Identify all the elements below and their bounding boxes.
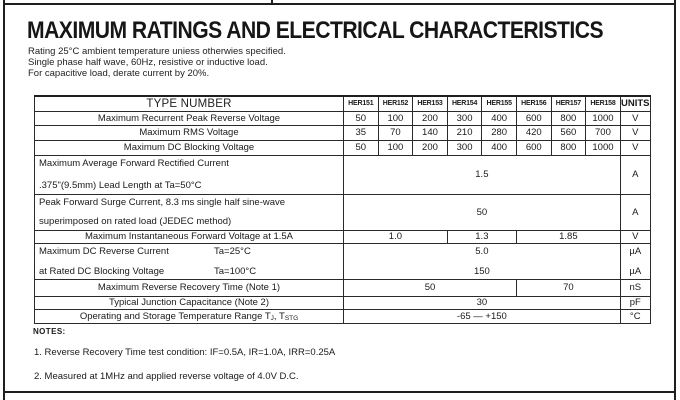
cell-value: 35 xyxy=(344,125,379,140)
row-label xyxy=(35,309,344,323)
cell-value: 140 xyxy=(413,125,448,140)
row-label xyxy=(35,194,344,230)
cell-value: 1.0 xyxy=(344,230,448,243)
subscript-stg: STG xyxy=(284,314,299,322)
top-section-divider xyxy=(3,3,676,5)
row-label-lines xyxy=(35,195,343,230)
cell-value-lines xyxy=(344,244,620,279)
cell-value: 300 xyxy=(447,140,482,155)
table-row xyxy=(35,155,651,194)
cell-unit: V xyxy=(620,111,650,125)
cell-value: 400 xyxy=(482,140,517,155)
cell-unit: V xyxy=(620,230,650,243)
cell-value: 560 xyxy=(551,125,586,140)
part-header: HER156 xyxy=(516,96,551,111)
cell-value: 70 xyxy=(378,125,413,140)
page-title: MAXIMUM RATINGS AND ELECTRICAL CHARACTERISTICS xyxy=(27,17,604,44)
row-label xyxy=(35,243,344,279)
cell-value: 200 xyxy=(413,140,448,155)
cell-value: 100 xyxy=(378,111,413,125)
cell-value: 280 xyxy=(482,125,517,140)
cell-value: 1.3 xyxy=(447,230,516,243)
cell-unit: nS xyxy=(620,279,650,296)
cell-value: 600 xyxy=(516,111,551,125)
table-row xyxy=(35,140,651,155)
subscript-j: J xyxy=(270,314,274,322)
cell-value: -65 — +150 xyxy=(344,309,621,323)
table-row xyxy=(35,279,651,296)
row-label: Maximum DC Blocking Voltage xyxy=(35,140,344,155)
table-row xyxy=(35,111,651,125)
table-row xyxy=(35,296,651,309)
row-label-text: Operating and Storage Temperature Range T xyxy=(79,310,271,322)
cell-value: 50 xyxy=(344,111,379,125)
row-label-text: at Rated DC Blocking Voltage xyxy=(39,265,165,277)
cell-value: 50 xyxy=(344,279,517,296)
condition-line: Single phase half wave, 60Hz, resistive or inductive load. xyxy=(28,57,268,68)
cell-value: 210 xyxy=(447,125,482,140)
cell-value: 420 xyxy=(516,125,551,140)
cell-value: 700 xyxy=(586,125,621,140)
cell-value-line1: 5.0 xyxy=(475,245,489,257)
row-label-text: , T xyxy=(273,310,285,322)
cell-value: 1000 xyxy=(586,140,621,155)
cell-value: 50 xyxy=(344,140,379,155)
row-label xyxy=(35,155,344,194)
cell-unit: A xyxy=(620,194,650,230)
table-header-row xyxy=(35,96,651,111)
cell-unit: V xyxy=(620,140,650,155)
page-border-right xyxy=(674,0,676,400)
table-row xyxy=(35,194,651,230)
table-row xyxy=(35,243,651,279)
cell-unit: pF xyxy=(620,296,650,309)
cell-value: 1.5 xyxy=(344,155,621,194)
cell-value: 200 xyxy=(413,111,448,125)
part-header: HER155 xyxy=(482,96,517,111)
top-column-tick xyxy=(271,0,273,4)
condition-line: For capacitive load, derate current by 20%. xyxy=(28,68,210,79)
table-row xyxy=(35,230,651,243)
row-label: Maximum Recurrent Peak Reverse Voltage xyxy=(35,111,344,125)
cell-value: 30 xyxy=(344,296,621,309)
type-number-header: TYPE NUMBER xyxy=(35,96,344,111)
cell-unit-line1: µA xyxy=(629,245,642,257)
row-label-line2: .375"(9.5mm) Lead Length at Ta=50°C xyxy=(39,179,202,191)
row-label-lines xyxy=(35,156,343,194)
cell-unit xyxy=(620,243,650,279)
part-header: HER151 xyxy=(344,96,379,111)
part-header: HER158 xyxy=(586,96,621,111)
part-header: HER154 xyxy=(447,96,482,111)
row-label-lines xyxy=(35,244,343,279)
cell-value: 100 xyxy=(378,140,413,155)
cell-unit: V xyxy=(620,125,650,140)
cell-value: 50 xyxy=(344,194,621,230)
row-label-line1: Maximum Average Forward Rectified Current xyxy=(39,157,229,169)
cell-value: 300 xyxy=(447,111,482,125)
cell-value-line2: 150 xyxy=(473,265,490,277)
cell-unit: °C xyxy=(620,309,650,323)
cell-value: 600 xyxy=(516,140,551,155)
notes-heading: NOTES: xyxy=(33,327,66,336)
page-border-left xyxy=(3,0,5,400)
note-item-2: 2. Measured at 1MHz and applied reverse voltage of 4.0V D.C. xyxy=(34,371,299,382)
cell-value: 1000 xyxy=(586,111,621,125)
part-header: HER153 xyxy=(413,96,448,111)
cell-value xyxy=(344,243,621,279)
condition-line: Rating 25°C ambient temperature uniess otherwies specified. xyxy=(28,46,286,57)
row-label-line2 xyxy=(35,266,343,277)
row-label: Maximum RMS Voltage xyxy=(35,125,344,140)
cell-value: 800 xyxy=(551,140,586,155)
table-row xyxy=(35,125,651,140)
ratings-table xyxy=(34,95,651,324)
row-label: Typical Junction Capacitance (Note 2) xyxy=(35,296,344,309)
rating-conditions xyxy=(28,46,286,79)
cell-value: 400 xyxy=(482,111,517,125)
cell-value: 70 xyxy=(516,279,620,296)
row-label-line1: Peak Forward Surge Current, 8.3 ms single half sine-wave xyxy=(39,196,286,208)
row-label-line1 xyxy=(35,246,343,257)
part-header: HER157 xyxy=(551,96,586,111)
row-label-line2: superimposed on rated load (JEDEC method) xyxy=(39,215,232,227)
part-header: HER152 xyxy=(378,96,413,111)
cell-unit-lines xyxy=(621,244,650,279)
table-row xyxy=(35,309,651,323)
condition-ta100: Ta=100°C xyxy=(214,265,257,277)
note-item-1: 1. Reverse Recovery Time test condition: IF=0.5A, IR=1.0A, IRR=0.25A xyxy=(34,347,336,358)
cell-value: 1.85 xyxy=(516,230,620,243)
row-label: Maximum Instantaneous Forward Voltage at 1.5A xyxy=(35,230,344,243)
cell-value: 800 xyxy=(551,111,586,125)
row-label: Maximum Reverse Recovery Time (Note 1) xyxy=(35,279,344,296)
units-header: UNITS xyxy=(620,96,650,111)
condition-ta25: Ta=25°C xyxy=(214,245,251,257)
row-label-text: Maximum DC Reverse Current xyxy=(39,245,169,257)
cell-unit-line2: µA xyxy=(629,265,642,277)
cell-unit: A xyxy=(620,155,650,194)
page-border-bottom xyxy=(3,391,676,393)
